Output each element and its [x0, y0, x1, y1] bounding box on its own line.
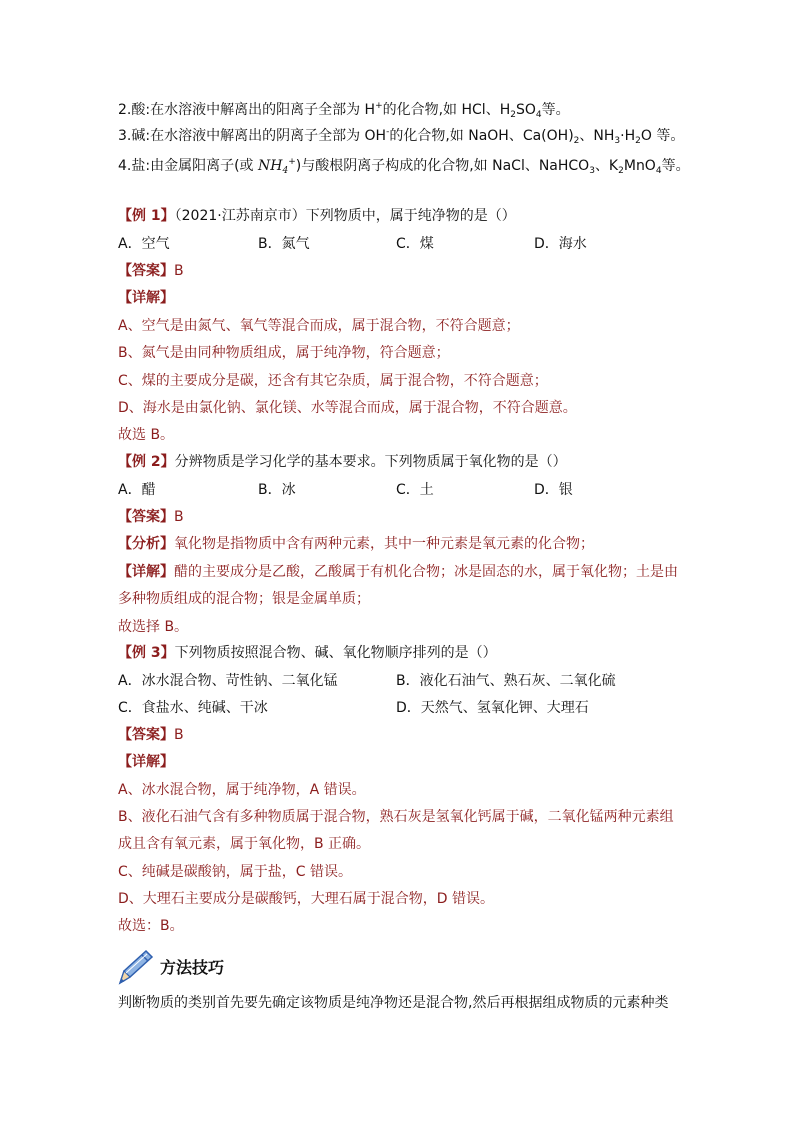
ex2-conclusion: 故选择 B。: [118, 619, 189, 635]
ex2-analysis: [118, 534, 594, 554]
def-base-prefix: 3.碱:在水溶液中解离出的阴离子全部为 OH: [118, 128, 387, 144]
ex2-option-b: B．冰: [258, 482, 296, 498]
ex2-analysis-text: 氧化物是指物质中含有两种元素，其中一种元素是氧元素的化合物；: [174, 536, 594, 552]
ex1-conclusion: 故选 B。: [118, 427, 175, 443]
ex3-detail-b1: B、液化石油气含有多种物质属于混合物，熟石灰是氢氧化钙属于碱，二氧化锰两种元素组: [118, 809, 674, 825]
ex2-option-a: A．醋: [118, 482, 156, 498]
ex2-detail-tag: 【详解】: [118, 564, 174, 580]
ex3-option-c: C．食盐水、纯碱、干冰: [118, 700, 268, 716]
ex2-detail-line1: 醋的主要成分是乙酸，乙酸属于有机化合物；冰是固态的水，属于氧化物；土是由: [174, 564, 678, 580]
def-acid-sub2: 4: [535, 110, 542, 120]
ex3-detail-tag: 【详解】: [118, 754, 174, 770]
ex1-option-a: A．空气: [118, 236, 170, 252]
ex3-answer-tag: 【答案】: [118, 727, 174, 743]
ex1-question: （2021·江苏南京市）下列物质中，属于纯净物的是（）: [174, 208, 516, 224]
ex3-question: 下列物质按照混合物、碱、氧化物顺序排列的是（）: [174, 645, 497, 661]
ex1-detail-c: C、煤的主要成分是碳，还含有其它杂质，属于混合物，不符合题意；: [118, 373, 548, 389]
def-acid-suffix: 等。: [541, 102, 570, 118]
method-text: 判断物质的类别首先要先确定该物质是纯净物还是混合物,然后再根据组成物质的元素种类: [118, 995, 669, 1011]
ex2-options: [118, 480, 678, 500]
def-salt-mid2: 、K: [594, 158, 619, 174]
def-acid-middle: 的化合物,如 HCl、H: [382, 102, 511, 118]
ex2-tag: 【例 2】: [118, 454, 175, 470]
ex1-answer: [118, 261, 184, 281]
def-salt-nh-sub: 4: [282, 166, 289, 176]
pencil-icon: [116, 949, 154, 985]
ex3-option-d: D．天然气、氢氧化钾、大理石: [396, 700, 589, 716]
ex3-option-a: A．冰水混合物、苛性钠、二氧化锰: [118, 673, 338, 689]
def-salt-sub2: 2: [618, 166, 624, 176]
ex1-detail-d: D、海水是由氯化钠、氯化镁、水等混合而成，属于混合物，不符合题意。: [118, 400, 577, 416]
method-title: 方法技巧: [160, 958, 225, 977]
ex3-tag: 【例 3】: [118, 645, 175, 661]
def-salt-suffix: 等。: [661, 158, 690, 174]
ex2-question: 分辨物质是学习化学的基本要求。下列物质属于氧化物的是（）: [174, 454, 567, 470]
def-base-sub2: 3: [614, 136, 621, 146]
ex1-detail-b: B、氮气是由同种物质组成，属于纯净物，符合题意；: [118, 345, 450, 361]
ex1-option-d: D．海水: [534, 236, 587, 252]
def-salt-nh-sup: +: [288, 157, 296, 167]
ex1-option-b: B．氮气: [258, 236, 310, 252]
ex3-options-row1: [118, 671, 678, 691]
def-acid-prefix: 2.酸:在水溶液中解离出的阳离子全部为 H: [118, 102, 376, 118]
ex3-detail-a: A、冰水混合物，属于纯净物，A 错误。: [118, 782, 366, 798]
ex1-answer-value: B: [174, 263, 184, 279]
def-salt-sub3: 4: [655, 166, 662, 176]
ex2-option-c: C．土: [396, 482, 434, 498]
ex1-option-c: C．煤: [396, 236, 434, 252]
ex1-answer-tag: 【答案】: [118, 263, 174, 279]
def-salt-sub1: 3: [589, 166, 595, 176]
ex2-answer-tag: 【答案】: [118, 509, 174, 525]
ex3-question-line: [118, 643, 497, 663]
ex3-detail-b2: 成且含有氧元素，属于氧化物，B 正确。: [118, 836, 371, 852]
ex3-option-b: B．液化石油气、熟石灰、二氧化硫: [396, 673, 616, 689]
def-salt-prefix: 4.盐:由金属阳离子(或: [118, 158, 258, 174]
def-base-suffix: O 等。: [640, 128, 685, 144]
ex2-analysis-tag: 【分析】: [118, 536, 174, 552]
ex3-answer-value: B: [174, 727, 184, 743]
ex1-detail-a: A、空气是由氮气、氧气等混合而成，属于混合物，不符合题意；: [118, 318, 520, 334]
def-base-sup: -: [386, 127, 390, 137]
def-base-sub1: 2: [573, 136, 580, 146]
def-base-mid3: ·H: [620, 128, 636, 144]
ex3-conclusion: 故选：B。: [118, 918, 184, 934]
ex3-detail-d: D、大理石主要成分是碳酸钙，大理石属于混合物，D 错误。: [118, 891, 495, 907]
def-acid-sub1: 2: [510, 110, 516, 120]
ex2-answer: [118, 507, 184, 527]
ex3-answer: [118, 725, 184, 745]
def-salt: [118, 152, 690, 176]
def-salt-nh: NH: [258, 158, 283, 174]
def-base-mid2: 、NH: [579, 128, 615, 144]
ex3-detail-c: C、纯碱是碳酸钠，属于盐，C 错误。: [118, 864, 353, 880]
def-base-middle: 的化合物,如 NaOH、Ca(OH): [389, 128, 574, 144]
def-acid-sup: +: [375, 101, 383, 111]
ex1-options: [118, 234, 678, 254]
def-base: [118, 122, 685, 146]
ex1-question-line: [118, 206, 516, 226]
ex2-answer-value: B: [174, 509, 184, 525]
ex1-tag: 【例 1】: [118, 208, 175, 224]
ex3-options-row2: [118, 698, 678, 718]
def-acid-so: SO: [515, 102, 536, 118]
ex2-question-line: [118, 452, 567, 472]
ex2-detail-line2: 多种物质组成的混合物；银是金属单质；: [118, 591, 370, 607]
ex1-detail-tag: 【详解】: [118, 290, 174, 306]
def-base-sub3: 2: [635, 136, 641, 146]
def-salt-middle: )与酸根阴离子构成的化合物,如 NaCl、NaHCO: [295, 158, 590, 174]
ex2-detail: [118, 562, 678, 582]
def-acid: [118, 96, 570, 120]
ex2-option-d: D．银: [534, 482, 573, 498]
def-salt-mid3: MnO: [623, 158, 656, 174]
